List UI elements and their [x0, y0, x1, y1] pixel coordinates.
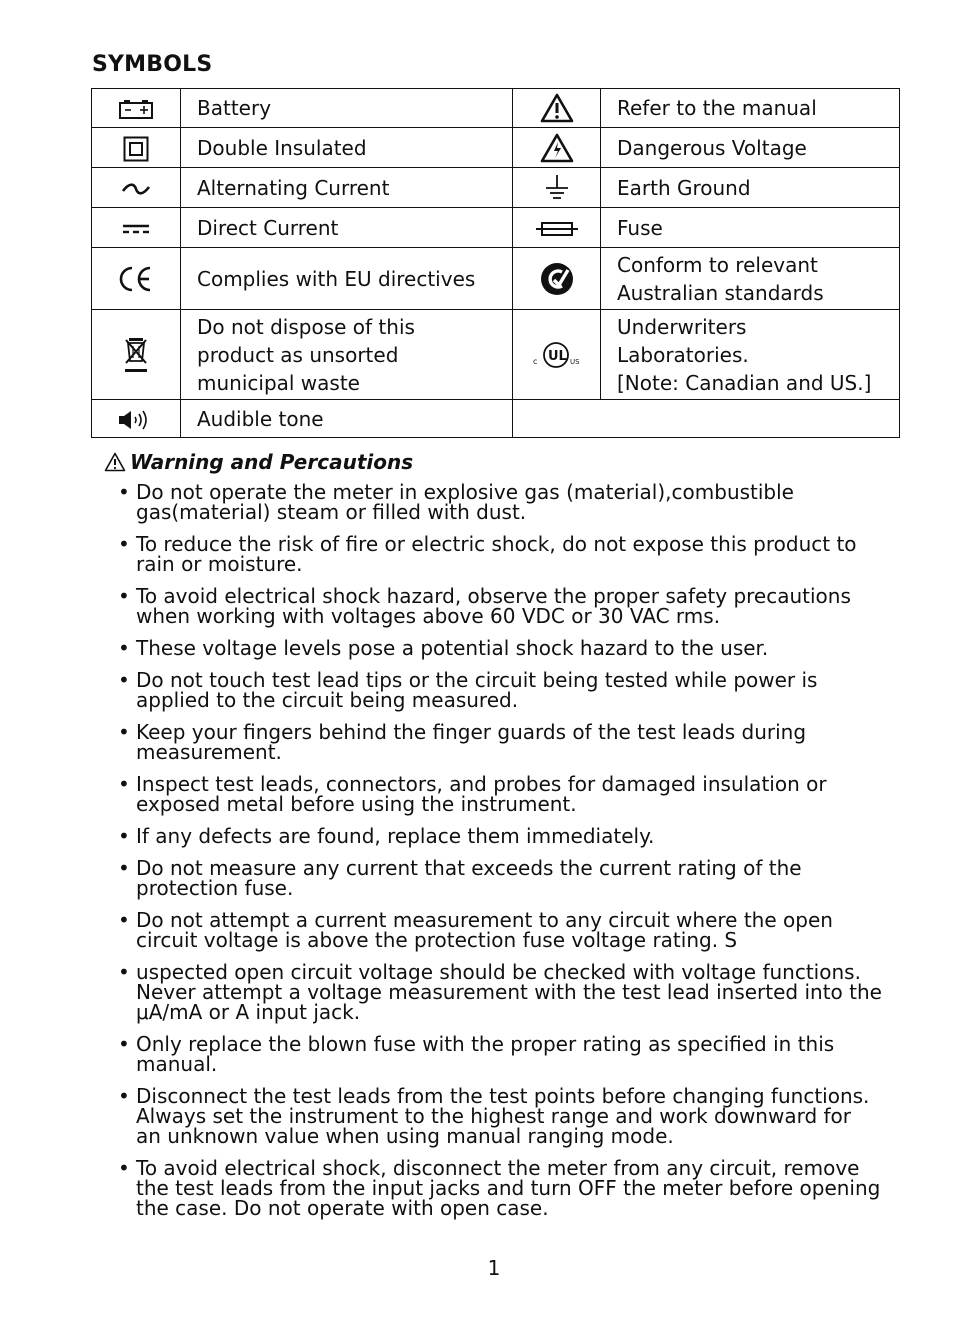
warning-title: Warning and Percautions: [130, 450, 414, 474]
warning-list: [118, 482, 908, 1230]
caution-triangle-icon: [540, 93, 574, 123]
symbol-label: Complies with EU directives: [181, 248, 513, 310]
earth-ground-icon: [543, 174, 571, 202]
weee-bin-icon: [123, 335, 149, 375]
svg-text:UL: UL: [547, 348, 567, 364]
section-heading: SYMBOLS: [92, 52, 213, 77]
direct-current-icon: [121, 223, 151, 235]
list-item: • If any defects are found, replace them immediately.: [118, 824, 655, 848]
empty-cell: [513, 400, 900, 438]
list-item: • Only replace the blown fuse with the proper rating as specified in this manual.: [118, 1032, 835, 1076]
symbol-label: Fuse: [601, 208, 900, 248]
bullet: •: [118, 856, 130, 880]
symbols-row: [92, 128, 900, 168]
bullet: •: [118, 1084, 130, 1108]
symbols-row: [92, 168, 900, 208]
symbol-label-line: Underwriters: [617, 314, 747, 339]
bullet: •: [118, 532, 130, 556]
list-item: • Inspect test leads, connectors, and probes for damaged insulation or exposed metal before using the instrument.: [118, 772, 827, 816]
svg-text:c: c: [532, 356, 537, 366]
list-item: • To avoid electrical shock hazard, observe the proper safety precautions when working with voltages above 60 VDC or 30 VAC rms.: [118, 584, 851, 628]
list-item: • These voltage levels pose a potential shock hazard to the user.: [118, 636, 769, 660]
bullet: •: [118, 1156, 130, 1180]
alternating-current-icon: [121, 182, 151, 196]
bullet: •: [118, 908, 130, 932]
bullet: •: [118, 636, 130, 660]
symbols-row: [92, 248, 900, 310]
symbols-row: [92, 89, 900, 128]
symbols-row: [92, 400, 900, 438]
symbol-label: Earth Ground: [601, 168, 900, 208]
symbol-label: Dangerous Voltage: [601, 128, 900, 168]
symbol-label: Direct Current: [181, 208, 513, 248]
list-item: • Do not operate the meter in explosive gas (material),combustible gas(material) steam or filled with dust.: [118, 480, 794, 524]
warning-heading: [104, 450, 413, 474]
list-item: • Do not measure any current that exceeds the current rating of the protection fuse.: [118, 856, 802, 900]
list-item: • Do not touch test lead tips or the circuit being tested while power is applied to the circuit being measured.: [118, 668, 818, 712]
battery-icon: [118, 100, 154, 120]
symbol-label: Refer to the manual: [601, 89, 900, 128]
symbol-label-line: Australian standards: [617, 280, 824, 305]
double-insulated-icon: [123, 136, 149, 162]
bullet: •: [118, 480, 130, 504]
symbol-label-line: product as unsorted: [197, 342, 399, 367]
symbol-label-line: Laboratories.: [617, 342, 749, 367]
bullet: •: [118, 668, 130, 692]
caution-triangle-icon: [104, 452, 126, 472]
symbol-label-line: [Note: Canadian and US.]: [617, 370, 872, 395]
list-item: • Do not attempt a current measurement to any circuit where the open circuit voltage is above the protection fuse voltage rating. S: [118, 908, 833, 952]
page-number: 1: [487, 1256, 501, 1280]
symbol-label-line: Conform to relevant: [617, 252, 818, 277]
list-item: • Keep your fingers behind the finger guards of the test leads during measurement.: [118, 720, 807, 764]
fuse-icon: [536, 221, 578, 237]
list-item: • Disconnect the test leads from the test points before changing functions. Always set the instrument to the highest range and work downward for an unknown value when using manual ranging mode.: [118, 1084, 870, 1148]
symbols-row: [92, 310, 900, 400]
symbols-row: [92, 208, 900, 248]
svg-text:US: US: [569, 357, 580, 366]
ce-mark-icon: [116, 264, 156, 294]
symbol-label: Battery: [181, 89, 513, 128]
symbol-label: Audible tone: [181, 400, 513, 438]
bullet: •: [118, 584, 130, 608]
list-item: • To reduce the risk of fire or electric shock, do not expose this product to rain or moisture.: [118, 532, 857, 576]
bullet: •: [118, 772, 130, 796]
bullet: •: [118, 824, 130, 848]
c-tick-icon: [540, 262, 574, 296]
speaker-icon: [118, 409, 154, 431]
bullet: •: [118, 1032, 130, 1056]
symbol-label-line: municipal waste: [197, 370, 360, 395]
bullet: •: [118, 960, 130, 984]
symbol-label: Double Insulated: [181, 128, 513, 168]
dangerous-voltage-icon: [540, 133, 574, 163]
list-item: • uspected open circuit voltage should be checked with voltage functions. Never attempt a voltage measurement with the test lead inserted into the μA/mA or A input jack.: [118, 960, 882, 1024]
symbols-table: [91, 88, 900, 438]
bullet: •: [118, 720, 130, 744]
symbol-label: Alternating Current: [181, 168, 513, 208]
cul-us-icon: [532, 340, 582, 370]
list-item: • To avoid electrical shock, disconnect the meter from any circuit, remove the test leads from the input jacks and turn OFF the meter before opening the case. Do not operate with open case.: [118, 1156, 881, 1220]
symbol-label-line: Do not dispose of this: [197, 314, 415, 339]
